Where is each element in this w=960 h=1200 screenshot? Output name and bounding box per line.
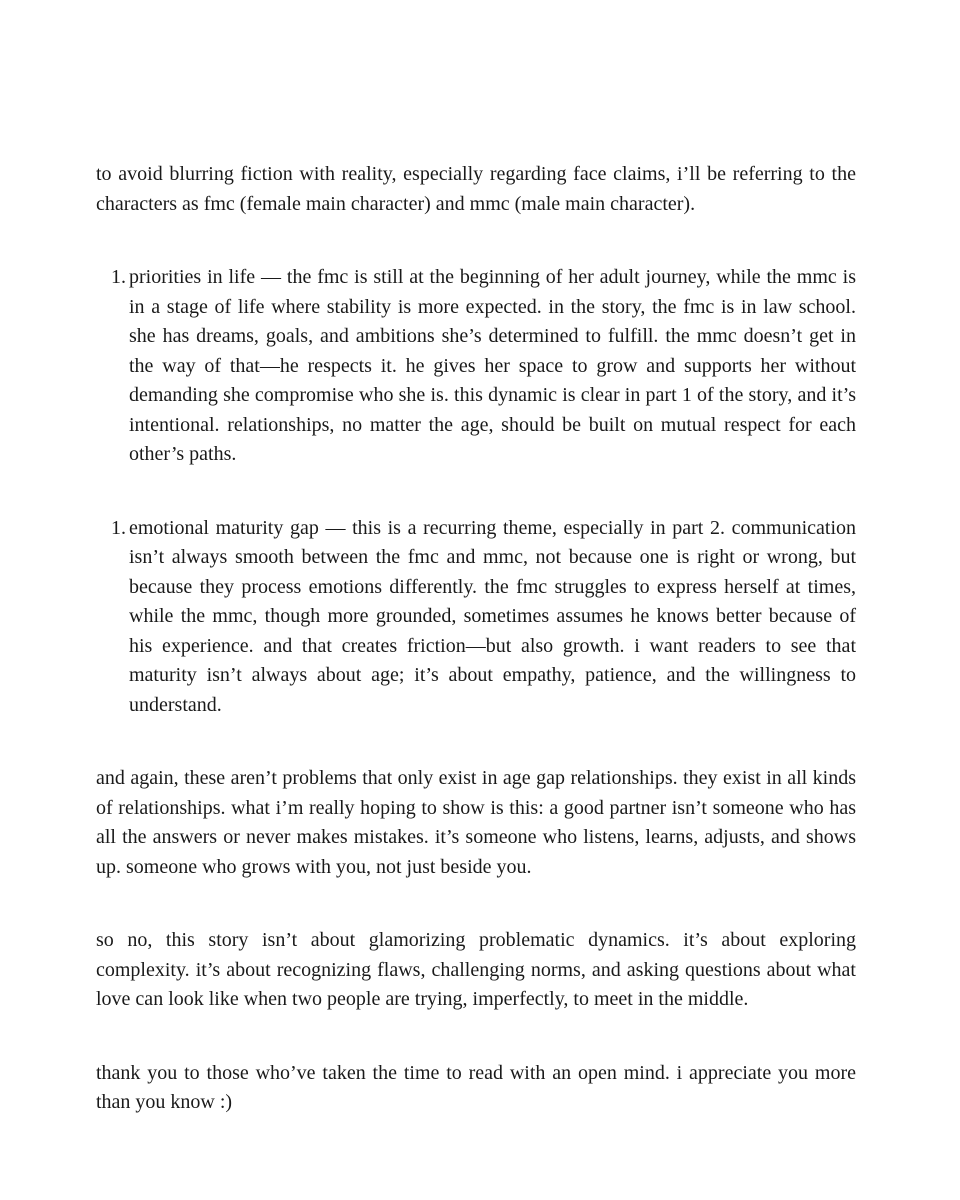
- list-number: 1.: [111, 266, 126, 288]
- body-paragraph: and again, these aren’t problems that only exist in age gap relationships. they exist in all kinds of relationships. what i’m really hoping to show is this: a good partner isn’t someone who has all the answers or never makes mistakes. it’s someone who listens, learns, adjusts, and shows up. someone who grows with you, not just beside you.: [96, 767, 856, 878]
- intro-paragraph: to avoid blurring fiction with reality, especially regarding face claims, i’ll be referring to the characters as fmc (female main character) and mmc (male main character).: [96, 163, 856, 215]
- closing-paragraph: thank you to those who’ve taken the time to read with an open mind. i appreciate you more than you know :): [96, 1061, 856, 1113]
- list-item: [96, 514, 856, 721]
- list-item-text: emotional maturity gap — this is a recurring theme, especially in part 2. communication isn’t always smooth between the fmc and mmc, not because one is right or wrong, but because they process emotions differently. the fmc struggles to express herself at times, while the mmc, though more grounded, sometimes assumes he knows better because of his experience. and that creates friction—but also growth. i want readers to see that maturity isn’t always about age; it’s about empathy, patience, and the willingness to understand.: [129, 516, 856, 716]
- body-paragraph: so no, this story isn’t about glamorizing problematic dynamics. it’s about exploring complexity. it’s about recognizing flaws, challenging norms, and asking questions about what love can look like when two people are trying, imperfectly, to meet in the middle.: [96, 929, 856, 1010]
- list-number: 1.: [111, 516, 126, 539]
- document-body: [96, 160, 856, 1118]
- list-item-text: priorities in life — the fmc is still at the beginning of her adult journey, while the mmc is in a stage of life where stability is more expected. in the story, the fmc is in law school. she has dreams, goals, and ambitions she’s determined to fulfill. the mmc doesn’t get in the way of that—he respects it. he gives her space to grow and supports her without demanding she compromise who she is. this dynamic is clear in part 1 of the story, and it’s intentional. relationships, no matter the age, should be built on mutual respect for each other’s paths.: [129, 266, 856, 465]
- list-item: [96, 263, 856, 470]
